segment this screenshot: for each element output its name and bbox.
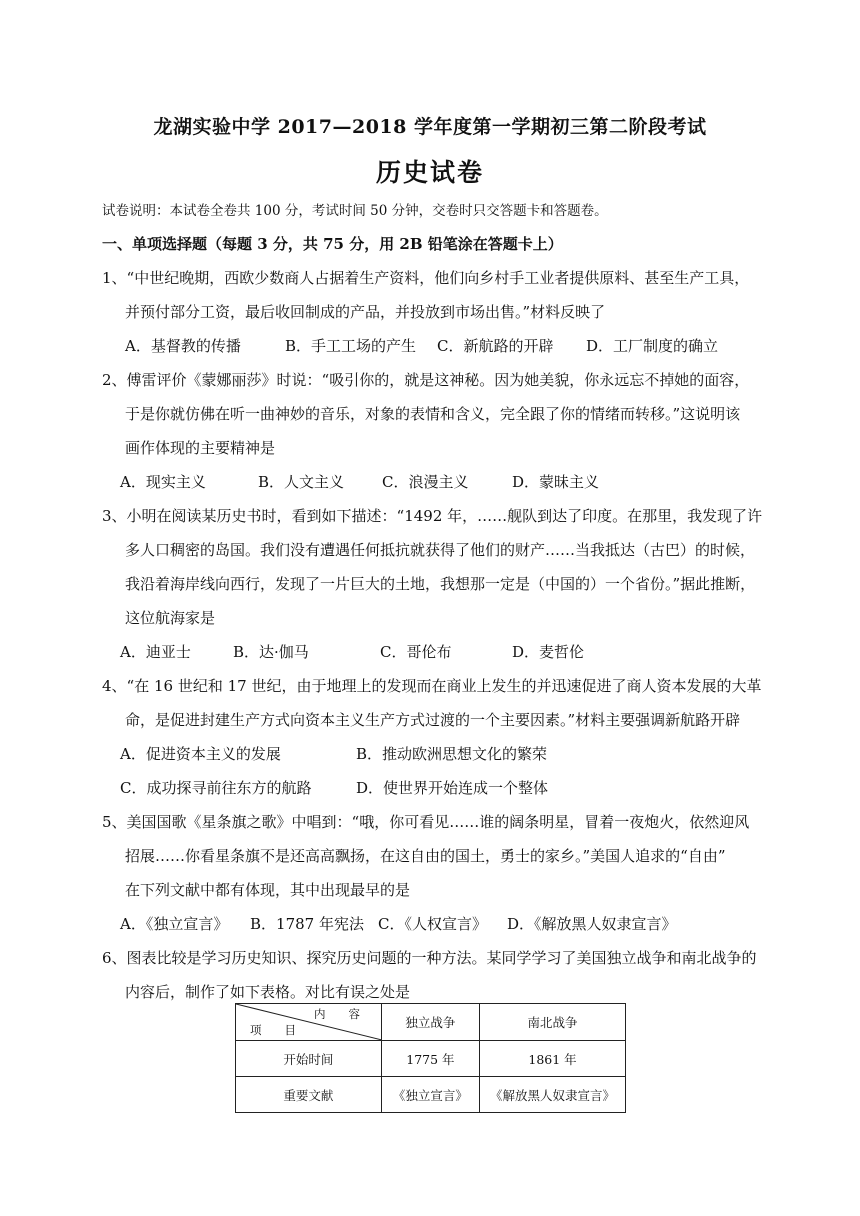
table-cell: 1775 年 xyxy=(381,1041,479,1077)
table-header-cell: 独立战争 xyxy=(381,1004,479,1041)
option-b: B．手工工场的产生 xyxy=(285,337,417,355)
question-3-line-1: 3、小明在阅读某历史书时，看到如下描述：“1492 年，……舰队到达了印度。在那里，我发现了许 xyxy=(102,507,763,525)
option-a: A．《独立宣言》 xyxy=(120,915,229,933)
exam-title: 龙湖实验中学 2017—2018 学年度第一学期初三第二阶段考试 xyxy=(153,116,707,138)
table-cell: 《解放黑人奴隶宣言》 xyxy=(480,1077,626,1113)
option-d: D．麦哲伦 xyxy=(512,643,585,661)
option-b: B．1787 年宪法 xyxy=(250,915,364,933)
option-b: B．推动欧洲思想文化的繁荣 xyxy=(356,745,548,763)
table-row xyxy=(236,1077,626,1113)
question-3-line-2: 多人口稠密的岛国。我们没有遭遇任何抵抗就获得了他们的财产……当我抵达（古巴）的时候， xyxy=(125,541,756,559)
option-d: D．《解放黑人奴隶宣言》 xyxy=(507,915,677,933)
question-5-line-3: 在下列文献中都有体现，其中出现最早的是 xyxy=(125,881,411,899)
question-3-line-4: 这位航海家是 xyxy=(125,609,216,627)
option-c: C．新航路的开辟 xyxy=(437,337,554,355)
section-heading: 一、单项选择题（每题 3 分，共 75 分，用 2B 铅笔涂在答题卡上） xyxy=(102,235,563,253)
table-cell: 1861 年 xyxy=(480,1041,626,1077)
question-2-line-1: 2、傅雷评价《蒙娜丽莎》时说：“吸引你的，就是这神秘。因为她美貌，你永远忘不掉她的面容， xyxy=(102,371,750,389)
table-cell: 《独立宣言》 xyxy=(381,1077,479,1113)
option-c: C．哥伦布 xyxy=(380,643,452,661)
question-4-line-2: 命，是促进封建生产方式向资本主义生产方式过渡的一个主要因素。”材料主要强调新航路开辟 xyxy=(125,711,741,729)
question-6-line-2: 内容后，制作了如下表格。对比有误之处是 xyxy=(125,983,411,1001)
question-1-line-1: 1、“中世纪晚期，西欧少数商人占据着生产资料，他们向乡村手工业者提供原料、甚至生产工具， xyxy=(102,269,750,287)
option-c: C．《人权宣言》 xyxy=(378,915,487,933)
option-b: B．达·伽马 xyxy=(233,643,309,661)
question-5-line-1: 5、美国国歌《星条旗之歌》中唱到：“哦，你可看见……谁的阔条明星，冒着一夜炮火，依然迎风 xyxy=(102,813,750,831)
exam-instructions: 试卷说明：本试卷全卷共 100 分，考试时间 50 分钟，交卷时只交答题卡和答题卷。 xyxy=(102,203,608,219)
row-label: 重要文献 xyxy=(236,1077,382,1113)
option-b: B．人文主义 xyxy=(258,473,345,491)
question-1-line-2: 并预付部分工资，最后收回制成的产品，并投放到市场出售。”材料反映了 xyxy=(125,303,606,321)
corner-label-item: 项 目 xyxy=(250,1023,296,1037)
question-2-line-2: 于是你就仿佛在听一曲神妙的音乐，对象的表情和含义，完全跟了你的情绪而转移。”这说明该 xyxy=(125,405,741,423)
table-corner-cell xyxy=(236,1004,382,1041)
question-4-line-1: 4、“在 16 世纪和 17 世纪，由于地理上的发现而在商业上发生的并迅速促进了商人资本发展的大革 xyxy=(102,677,762,695)
row-label: 开始时间 xyxy=(236,1041,382,1077)
option-d: D．工厂制度的确立 xyxy=(586,337,719,355)
comparison-table xyxy=(235,1003,626,1113)
option-d: D．蒙昧主义 xyxy=(512,473,600,491)
question-5-line-2: 招展……你看星条旗不是还高高飘扬，在这自由的国土，勇士的家乡。”美国人追求的“自由” xyxy=(125,847,726,865)
option-a: A．基督教的传播 xyxy=(125,337,241,355)
question-6-line-1: 6、图表比较是学习历史知识、探究历史问题的一种方法。某同学学习了美国独立战争和南北战争的 xyxy=(102,949,757,967)
option-c: C．成功探寻前往东方的航路 xyxy=(120,779,312,797)
question-3-line-3: 我沿着海岸线向西行，发现了一片巨大的土地，我想那一定是（中国的）一个省份。”据此推断， xyxy=(125,575,756,593)
table-row xyxy=(236,1041,626,1077)
question-2-line-3: 画作体现的主要精神是 xyxy=(125,439,276,457)
table-header-cell: 南北战争 xyxy=(480,1004,626,1041)
option-a: A．迪亚士 xyxy=(120,643,191,661)
option-a: A．促进资本主义的发展 xyxy=(120,745,281,763)
option-a: A．现实主义 xyxy=(120,473,206,491)
option-c: C．浪漫主义 xyxy=(382,473,469,491)
corner-label-content: 内 容 xyxy=(314,1007,360,1021)
exam-subtitle: 历史试卷 xyxy=(375,158,484,187)
option-d: D．使世界开始连成一个整体 xyxy=(356,779,549,797)
